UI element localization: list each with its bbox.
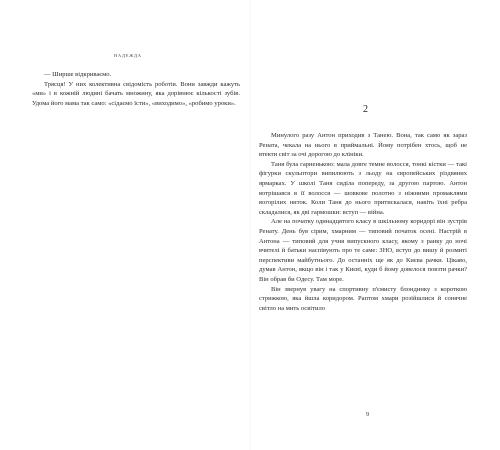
paragraph: Минулого разу Антон приходив з Танею. Вона, так само як зараз Рената, чекала на нього в приймальні. Йому потрібен хтось, щоб не втекти світ за очі дорогою до клініки. bbox=[259, 132, 467, 159]
paragraph: Він звернув увагу на спортивну п'ємисту блондинку з короткою стрижкою, яка йшла коридором. Раптом хмари розійшлися й сонячне світло на мить освітило bbox=[259, 285, 467, 312]
page-number: 9 bbox=[366, 411, 370, 418]
paragraph: — Ширше відкриваємо. bbox=[44, 71, 112, 78]
left-page-text bbox=[32, 70, 240, 108]
chapter-number: 2 bbox=[363, 104, 368, 115]
right-page-text bbox=[259, 131, 467, 313]
running-head: НАДЕЖДА bbox=[114, 53, 142, 58]
paragraph: Таня була гарненькою: мала довге темне волосся, тонкі кістки — такі фігурки скульптори випилюють з льоду на європейських різдвяних ярмарках. У школі Таня сиділа попереду, за другою партою. Антон вотрішався в її волосся — шовкове полотно з ніжними промаклями вогорілих ниток. Коли Таня до нього притискалася, навіть їхні ребра складалися, як дві гармошки: вступ — війна. bbox=[259, 160, 467, 216]
paragraph: Трясця! У них колективна свідомість роботів. Вони завжди кажуть «ми» і в кожній людині бачать множину, яка дорівнює кількості зубів. Удома його мама так само: «сідаємо їсти», «виходимо», «робимо уроки». bbox=[32, 80, 240, 107]
paragraph: Але на початку одинадцятого класу в шкільному коридорі він зустрів Ренату. День був сірим, хмарним — типовий початок осені. Настрій в Антона — типовий для учня випускного класу, якому з ранку до ночі вчителі й батьки наспівують про те саме: ЗНО, вступ до вишу й розмиті перспективи майбутнього. До останніх ще як до Києва рачки. Цікаво, думав Антон, якщо він і так у Києві, куди б йому довелося повзти рачки? Він обрав би Одесу. Там море. bbox=[259, 218, 467, 283]
